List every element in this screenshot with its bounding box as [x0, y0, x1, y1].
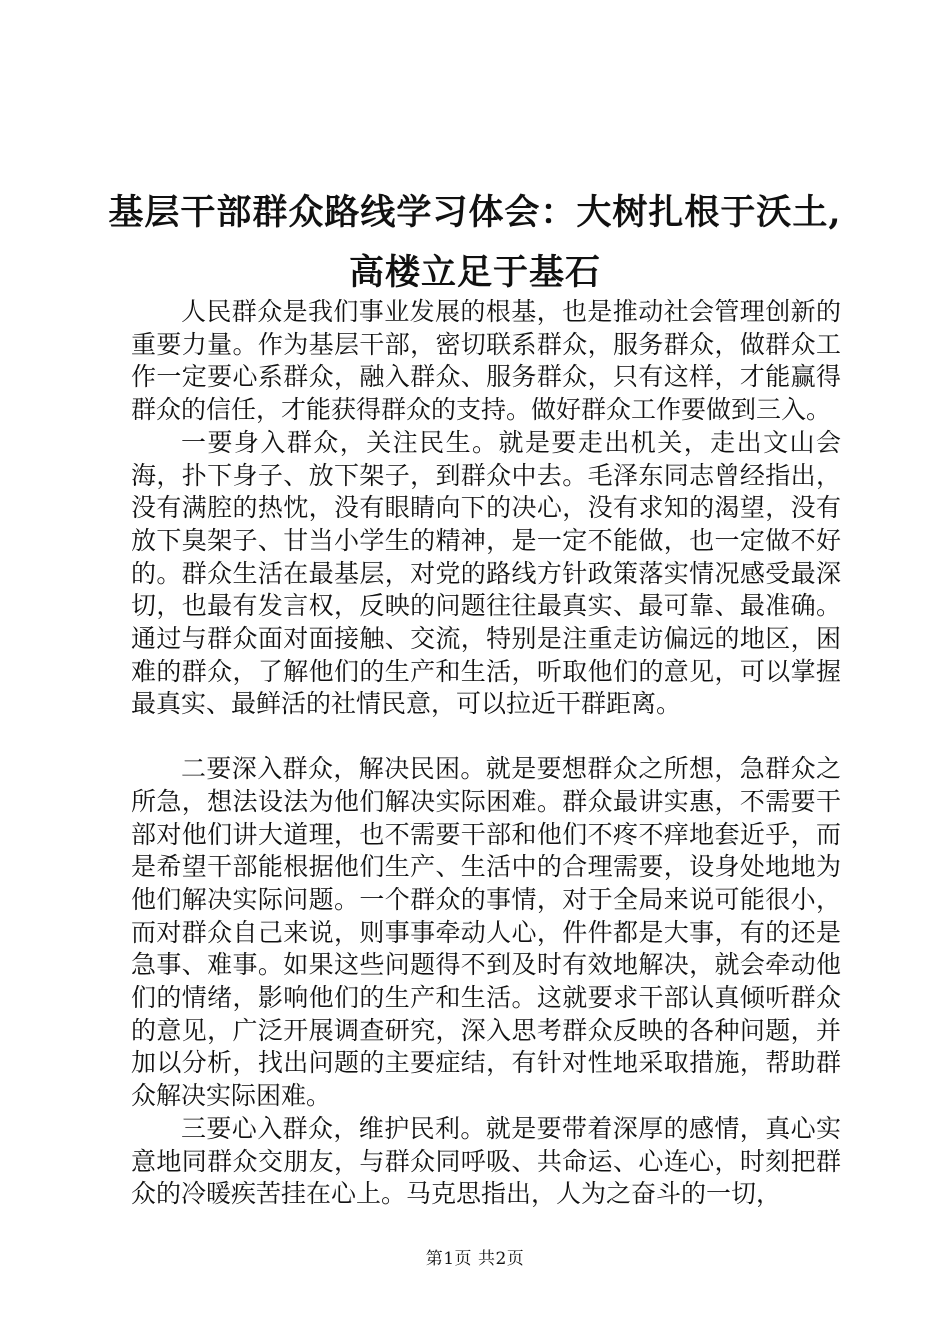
paragraph-intro: 人民群众是我们事业发展的根基，也是推动社会管理创新的重要力量。作为基层干部，密切联系群众，服务群众，做群众工作一定要心系群众，融入群众、服务群众，只有这样，才能赢得群众的信任，才能获得群众的支持。做好群众工作要做到三入。 — [131, 297, 841, 425]
page-number-footer: 第1页 共2页 — [425, 1249, 525, 1269]
title-line-1: 基层干部群众路线学习体会：大树扎根于沃土, — [108, 192, 842, 233]
title-line-2: 高楼立足于基石 — [348, 252, 601, 293]
paragraph-point-2: 二要深入群众，解决民困。就是要想群众之所想，急群众之所急，想法设法为他们解决实际困难。群众最讲实惠，不需要干部对他们讲大道理，也不需要干部和他们不疼不痒地套近乎，而是希望干部能根据他们生产、生活中的合理需要，设身处地地为他们解决实际问题。一个群众的事情，对于全局来说可能很小，而对群众自己来说，则事事牵动人心，件件都是大事，有的还是急事、难事。如果这些问题得不到及时有效地解决，就会牵动他们的情绪，影响他们的生产和生活。这就要求干部认真倾听群众的意见，广泛开展调查研究，深入思考群众反映的各种问题，并加以分析，找出问题的主要症结，有针对性地采取措施，帮助群众解决实际困难。 — [131, 754, 841, 1111]
paragraph-point-1: 一要身入群众，关注民生。就是要走出机关，走出文山会海，扑下身子、放下架子，到群众中去。毛泽东同志曾经指出，没有满腔的热忱，没有眼睛向下的决心，没有求知的渴望，没有放下臭架子、甘当小学生的精神，是一定不能做，也一定做不好的。群众生活在最基层，对党的路线方针政策落实情况感受最深切，也最有发言权，反映的问题往往最真实、最可靠、最准确。通过与群众面对面接触、交流，特别是注重走访偏远的地区，困难的群众，了解他们的生产和生活，听取他们的意见，可以掌握最真实、最鲜活的社情民意，可以拉近干群距离。 — [131, 427, 841, 719]
document-body — [131, 296, 841, 1211]
document-title — [0, 183, 950, 303]
paragraph-point-3: 三要心入群众，维护民利。就是要带着深厚的感情，真心实意地同群众交朋友，与群众同呼吸、共命运、心连心，时刻把群众的冷暖疾苦挂在心上。马克思指出，人为之奋斗的一切， — [131, 1113, 841, 1209]
